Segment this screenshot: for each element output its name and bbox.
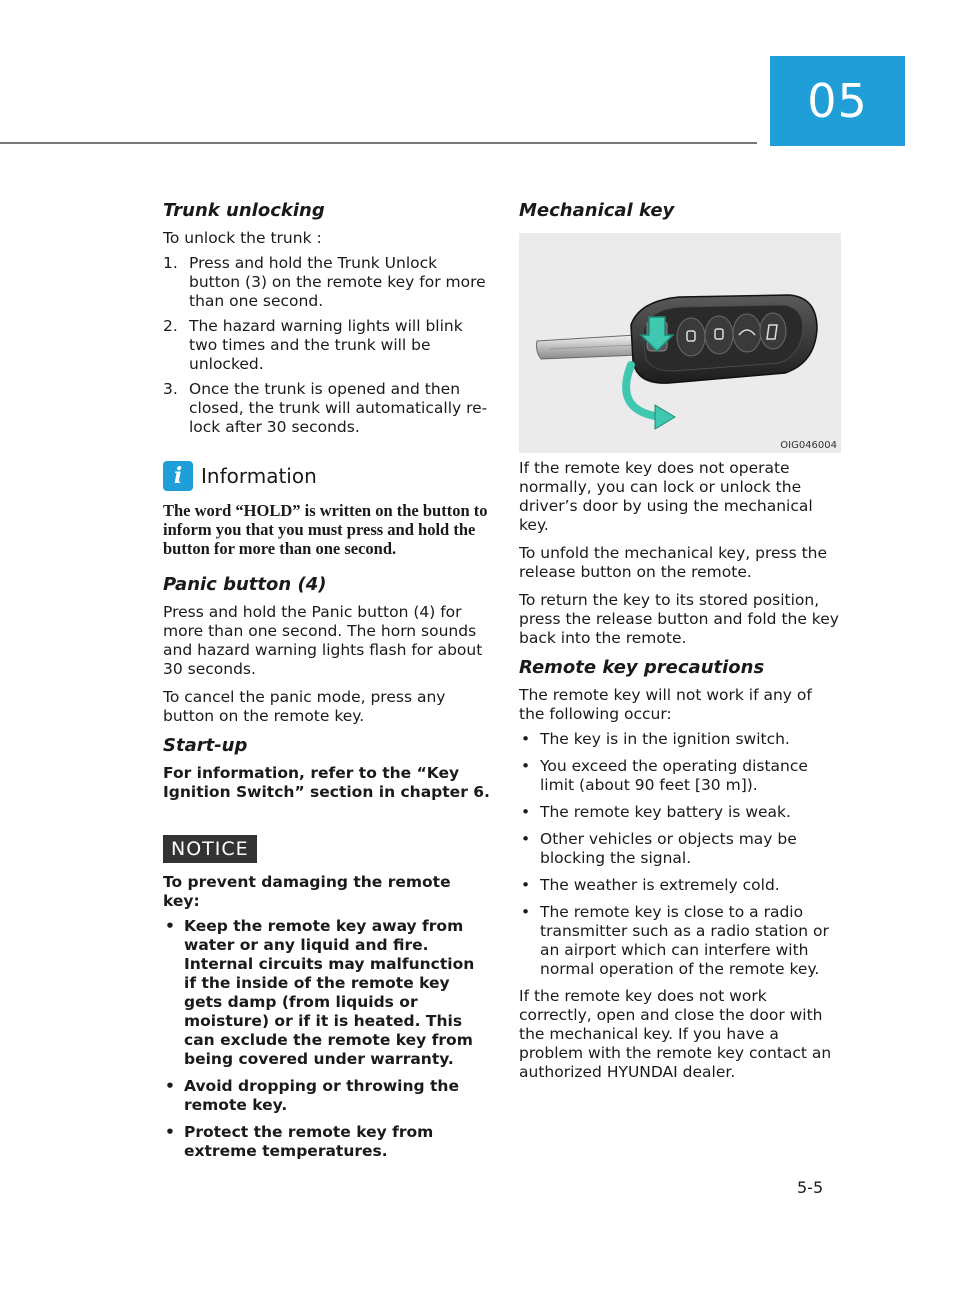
right-column: [519, 200, 841, 1091]
list-item: • Avoid dropping or throwing the remote key.: [163, 1077, 490, 1115]
list-item: • The remote key battery is weak.: [519, 803, 841, 822]
list-item: 3. Once the trunk is opened and then closed, the trunk will automatically re-lock after 30 seconds.: [163, 380, 488, 436]
list-item: 2. The hazard warning lights will blink two times and the trunk will be unlocked.: [163, 317, 463, 373]
info-icon: i: [163, 461, 193, 491]
precautions-intro: The remote key will not work if any of the following occur:: [519, 686, 812, 723]
panic-button-heading: Panic button (4): [163, 574, 327, 595]
mechanical-paragraph-1: If the remote key does not operate normally, you can lock or unlock the driver’s door by using the mechanical key.: [519, 459, 813, 534]
remote-key-precautions-heading: Remote key precautions: [519, 657, 765, 678]
notice-badge: NOTICE: [163, 835, 257, 863]
mechanical-paragraph-2: To unfold the mechanical key, press the release button on the remote.: [519, 544, 828, 581]
header-rule: [0, 142, 757, 144]
remote-key-illustration: [519, 233, 841, 453]
mechanical-key-heading: Mechanical key: [519, 200, 675, 221]
precautions-outro: If the remote key does not work correctly, open and close the door with the mechanical key. If you have a problem with the remote key contact an authorized HYUNDAI dealer.: [519, 987, 832, 1081]
trunk-steps: [163, 254, 490, 437]
left-column: [163, 200, 490, 1169]
list-item: • The key is in the ignition switch.: [519, 730, 841, 749]
chapter-number: 05: [807, 74, 868, 128]
information-box-header: [163, 461, 490, 491]
list-item: • The weather is extremely cold.: [519, 876, 841, 895]
information-title: Information: [201, 464, 317, 488]
trunk-unlocking-heading: Trunk unlocking: [163, 200, 325, 221]
precautions-list: [519, 730, 841, 979]
list-item: 1. Press and hold the Trunk Unlock button (3) on the remote key for more than one second.: [163, 254, 486, 310]
list-item: • You exceed the operating distance limit (about 90 feet [30 m]).: [519, 757, 841, 795]
trunk-intro: To unlock the trunk :: [163, 229, 322, 247]
list-item: • Other vehicles or objects may be blocking the signal.: [519, 830, 841, 868]
mechanical-paragraph-3: To return the key to its stored position, press the release button and fold the key back into the remote.: [519, 591, 839, 647]
startup-text: For information, refer to the “Key Ignition Switch” section in chapter 6.: [163, 764, 490, 801]
information-text: The word “HOLD” is written on the button to inform you that you must press and hold the button for more than one second.: [163, 501, 488, 558]
notice-list: [163, 917, 490, 1161]
startup-heading: Start-up: [163, 735, 248, 756]
notice-intro: To prevent damaging the remote key:: [163, 873, 451, 910]
mechanical-key-figure: [519, 233, 841, 453]
panic-paragraph-2: To cancel the panic mode, press any button on the remote key.: [163, 688, 446, 725]
chapter-tab: [770, 56, 905, 146]
list-item: • Keep the remote key away from water or any liquid and fire. Internal circuits may malfunction if the inside of the remote key gets damp (from liquids or moisture) or if it is heated. This can exclude the remote key from being covered under warranty.: [163, 917, 490, 1069]
panic-paragraph-1: Press and hold the Panic button (4) for more than one second. The horn sounds and hazard warning lights flash for about 30 seconds.: [163, 603, 483, 678]
list-item: • Protect the remote key from extreme temperatures.: [163, 1123, 490, 1161]
list-item: • The remote key is close to a radio transmitter such as a radio station or an airport which can interfere with normal operation of the remote key.: [519, 903, 841, 979]
page-number: 5-5: [797, 1178, 824, 1197]
figure-code: OIG046004: [780, 440, 837, 451]
